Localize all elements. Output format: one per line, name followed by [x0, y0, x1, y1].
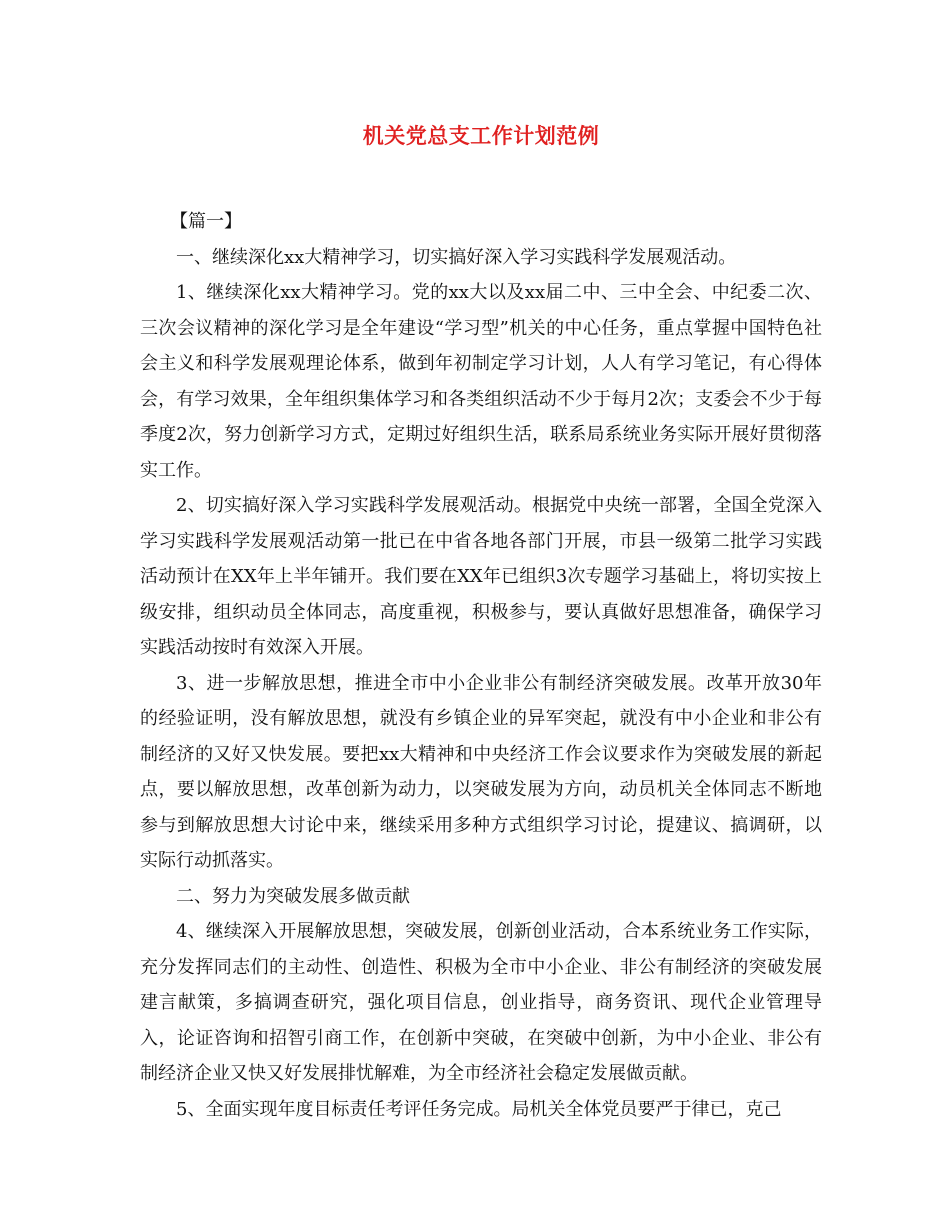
section-label: 【篇一】 — [170, 211, 242, 232]
paragraph-6: 4、继续深入开展解放思想，突破发展，创新创业活动，合本系统业务工作实际，充分发挥同志们的主动性、创造性、积极为全市中小企业、非公有制经济的突破发展建言献策，多搞调查研究，强化项目信息，创业指导，商务资讯、现代企业管理导入，论证咨询和招智引商工作，在创新中突破，在突破中创新，为中小企业、非公有制经济企业又快又好发展排忧解难，为全市经济社会稳定发展做贡献。 — [140, 921, 822, 1084]
document-title: 机关党总支工作计划范例 — [362, 123, 600, 148]
paragraph-3: 2、切实搞好深入学习实践科学发展观活动。根据党中央统一部署，全国全党深入学习实践科学发展观活动第一批已在中省各地各部门开展，市县一级第二批学习实践活动预计在XX年上半年铺开。我们要在XX年已组织3次专题学习基础上，将切实按上级安排，组织动员全体同志，高度重视，积极参与，要认真做好思想准备，确保学习实践活动按时有效深入开展。 — [140, 495, 822, 658]
paragraph-5: 二、努力为突破发展多做贡献 — [176, 885, 410, 907]
paragraph-4: 3、进一步解放思想，推进全市中小企业非公有制经济突破发展。改革开放30年的经验证明，没有解放思想，就没有乡镇企业的异军突起，就没有中小企业和非公有制经济的又好又快发展。要把xx大精神和中央经济工作会议要求作为突破发展的新起点，要以解放思想，改革创新为动力，以突破发展为方向，动员机关全体同志不断地参与到解放思想大讨论中来，继续采用多种方式组织学习讨论，提建议、搞调研，以实际行动抓落实。 — [140, 672, 822, 871]
paragraph-2: 1、继续深化xx大精神学习。党的xx大以及xx届二中、三中全会、中纪委二次、三次会议精神的深化学习是全年建设“学习型”机关的中心任务，重点掌握中国特色社会主义和科学发展观理论体系，做到年初制定学习计划，人人有学习笔记，有心得体会，有学习效果，全年组织集体学习和各类组织活动不少于每月2次；支委会不少于每季度2次，努力创新学习方式，定期过好组织生活，联系局系统业务实际开展好贯彻落实工作。 — [140, 282, 822, 481]
paragraph-7: 5、全面实现年度目标责任考评任务完成。局机关全体党员要严于律已，克己 — [176, 1098, 782, 1120]
paragraph-1: 一、继续深化xx大精神学习，切实搞好深入学习实践科学发展观活动。 — [176, 246, 737, 268]
